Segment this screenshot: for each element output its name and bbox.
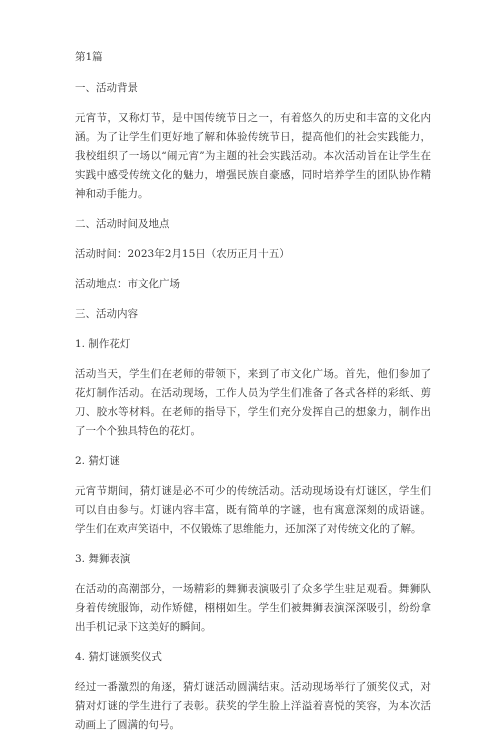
document-page (75, 48, 431, 746)
part-title: 第1篇 (75, 51, 103, 63)
section-heading-background: 一、活动背景 (75, 82, 138, 94)
section-heading-content: 三、活动内容 (75, 308, 138, 320)
item-paragraph-lion-dance: 在活动的高潮部分，一场精彩的舞狮表演吸引了众多学生驻足观看。舞狮队身着传统服饰，动作矫健，栩栩如生。学生们被舞狮表演深深吸引，纷纷拿出手机记录下这美好的瞬间。 (75, 583, 431, 633)
item-heading-lantern: 1. 制作花灯 (75, 338, 131, 350)
activity-time: 活动时间：2023年2月15日（农历正月十五） (75, 248, 290, 260)
background-paragraph: 元宵节，又称灯节，是中国传统节日之一，有着悠久的历史和丰富的文化内涵。为了让学生们更好地了解和体验传统节日，提高他们的社会实践能力，我校组织了一场以“闹元宵”为主题的社会实践活动。本次活动旨在让学生在实践中感受传统文化的魅力，增强民族自豪感，同时培养学生的团队协作精神和动手能力。 (75, 112, 431, 200)
item-heading-lion-dance: 3. 舞狮表演 (75, 553, 131, 565)
item-paragraph-lantern: 活动当天，学生们在老师的带领下，来到了市文化广场。首先，他们参加了花灯制作活动。在活动现场，工作人员为学生们准备了各式各样的彩纸、剪刀、胶水等材料。在老师的指导下，学生们充分发挥自己的想象力，制作出了一个个独具特色的花灯。 (75, 368, 431, 437)
activity-place: 活动地点：市文化广场 (75, 278, 180, 290)
item-heading-awards: 4. 猜灯谜颁奖仪式 (75, 651, 162, 663)
item-paragraph-riddles: 元宵节期间，猜灯谜是必不可少的传统活动。活动现场设有灯谜区，学生们可以自由参与。灯谜内容丰富，既有简单的字谜，也有寓意深刻的成语谜。学生们在欢声笑语中，不仅锻炼了思维能力，还加深了对传统文化的了解。 (75, 485, 431, 535)
item-heading-riddles: 2. 猜灯谜 (75, 455, 120, 467)
section-heading-time-place: 二、活动时间及地点 (75, 218, 170, 230)
item-paragraph-awards: 经过一番激烈的角逐，猜灯谜活动圆满结束。活动现场举行了颁奖仪式，对猜对灯谜的学生进行了表彰。获奖的学生脸上洋溢着喜悦的笑容，为本次活动画上了圆满的句号。 (75, 681, 431, 731)
